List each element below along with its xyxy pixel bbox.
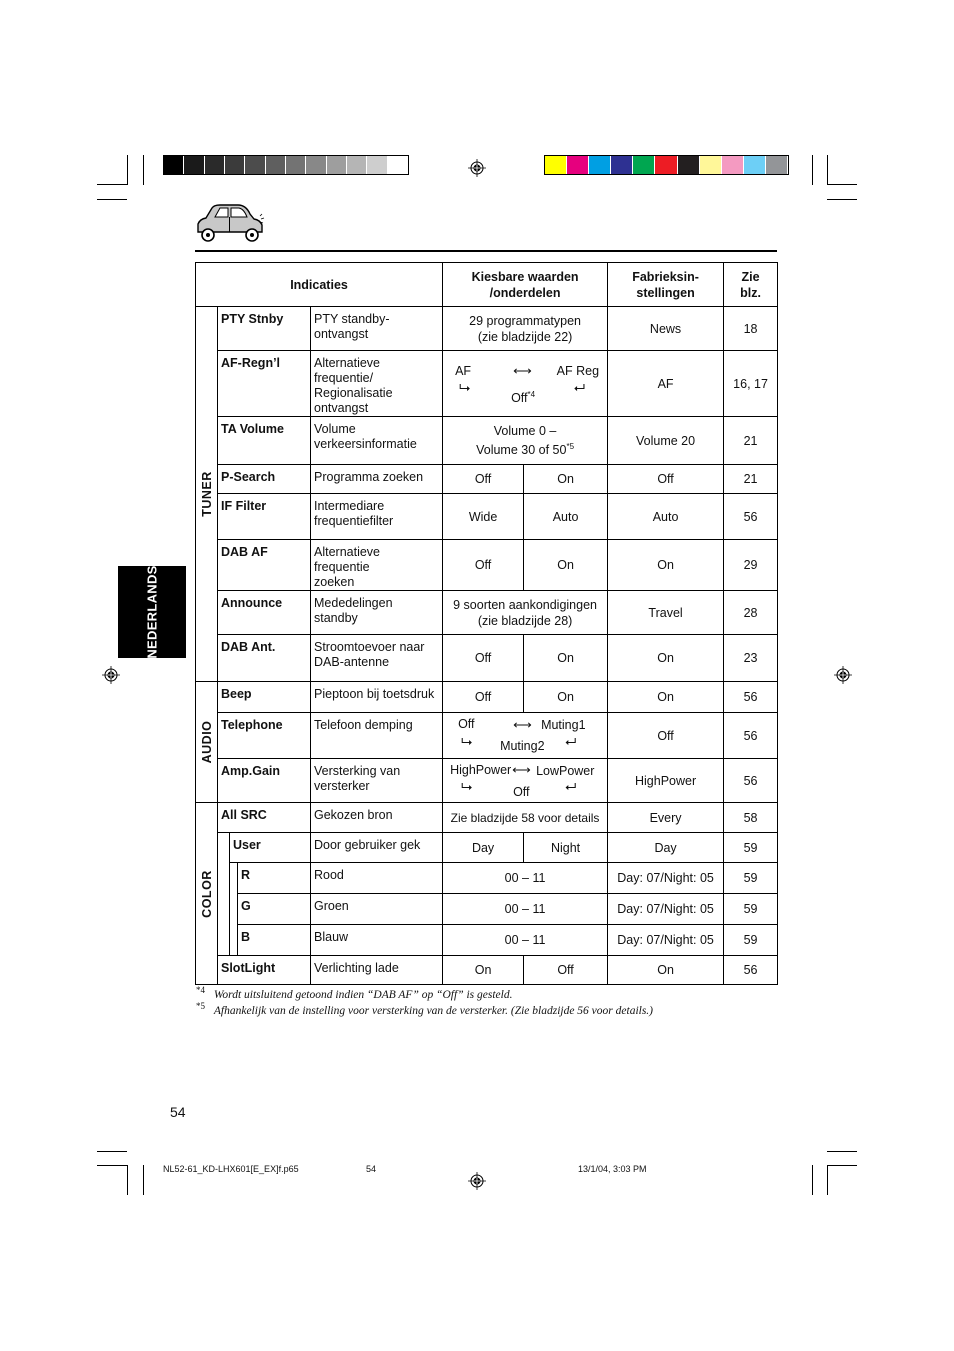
row-option-a: On — [443, 956, 524, 985]
row-option-b: On — [524, 465, 608, 494]
row-page: 28 — [724, 591, 778, 635]
option-label: Off — [458, 716, 475, 731]
table-row — [196, 803, 778, 833]
table-row — [196, 759, 778, 803]
row-values: Zie bladzijde 58 voor details — [443, 803, 608, 833]
row-page: 59 — [724, 925, 778, 956]
row-name: Amp.Gain — [218, 759, 311, 803]
color-swatch — [347, 156, 367, 174]
table-row — [196, 635, 778, 682]
color-swatch — [567, 156, 589, 174]
car-icon — [194, 202, 266, 244]
double-arrow-icon: ⟷ — [512, 761, 531, 777]
row-page: 59 — [724, 833, 778, 863]
color-swatch — [611, 156, 633, 174]
registration-mark-icon — [834, 666, 852, 684]
row-page: 18 — [724, 307, 778, 351]
section-audio: AUDIO — [196, 682, 218, 803]
row-name: Announce — [218, 591, 311, 635]
table-header-row — [196, 263, 778, 307]
header-kiesbare: Kiesbare waarden /onderdelen — [443, 263, 608, 307]
row-default: Auto — [608, 494, 724, 540]
row-page: 58 — [724, 803, 778, 833]
return-arrow-icon: ⮠ — [565, 732, 577, 749]
row-values: 00 – 11 — [443, 863, 608, 894]
row-default: Off — [608, 713, 724, 759]
row-default: On — [608, 682, 724, 713]
row-name: R — [238, 863, 311, 894]
row-option-b: Auto — [524, 494, 608, 540]
row-name: AF-Regn’l — [218, 351, 311, 417]
registration-mark-icon — [468, 1172, 486, 1190]
row-option-a: Off — [443, 465, 524, 494]
table-row — [196, 925, 778, 956]
option-label: AF — [455, 363, 472, 378]
row-name: SlotLight — [218, 956, 311, 985]
color-bar — [544, 155, 789, 175]
row-values-cycle — [443, 351, 608, 417]
row-default: Day: 07/Night: 05 — [608, 894, 724, 925]
color-swatch — [545, 156, 567, 174]
row-values-cycle — [443, 713, 608, 759]
color-swatch — [286, 156, 306, 174]
row-option-b: On — [524, 540, 608, 591]
row-values: Volume 0 – Volume 30 of 50$^{*5}$ — [443, 417, 608, 465]
row-option-b: On — [524, 635, 608, 682]
row-page: 59 — [724, 894, 778, 925]
table-row — [196, 713, 778, 759]
header-indicaties: Indicaties — [196, 263, 443, 307]
option-label: Muting2 — [500, 738, 545, 753]
color-swatch — [744, 156, 766, 174]
row-page: 21 — [724, 417, 778, 465]
page-number: 54 — [170, 1104, 186, 1120]
registration-mark-icon — [468, 159, 486, 177]
row-name: DAB Ant. — [218, 635, 311, 682]
color-swatch — [655, 156, 677, 174]
row-option-a: Off — [443, 682, 524, 713]
option-label: AF Reg — [556, 363, 600, 378]
row-desc: Door gebruiker gek — [311, 833, 443, 863]
table-row — [196, 956, 778, 985]
row-default: Volume 20 — [608, 417, 724, 465]
row-desc: Gekozen bron — [311, 803, 443, 833]
row-default: On — [608, 956, 724, 985]
row-default: AF — [608, 351, 724, 417]
row-option-a: Wide — [443, 494, 524, 540]
gray-scale-bar — [163, 155, 409, 175]
row-page: 21 — [724, 465, 778, 494]
row-option-b: On — [524, 682, 608, 713]
indent-spacer — [218, 833, 230, 956]
color-swatch — [205, 156, 225, 174]
row-desc: PTY standby- ontvangst — [311, 307, 443, 351]
color-swatch — [184, 156, 204, 174]
settings-table — [195, 262, 778, 985]
row-values: 00 – 11 — [443, 894, 608, 925]
row-values-cycle — [443, 759, 608, 803]
row-desc: Rood — [311, 863, 443, 894]
color-swatch — [266, 156, 286, 174]
language-tab-label: NEDERLANDS — [144, 565, 160, 659]
row-page: 56 — [724, 494, 778, 540]
color-swatch — [225, 156, 245, 174]
row-name: P-Search — [218, 465, 311, 494]
section-tuner: TUNER — [196, 307, 218, 682]
row-name: B — [238, 925, 311, 956]
table-row — [196, 465, 778, 494]
row-default: HighPower — [608, 759, 724, 803]
row-page: 29 — [724, 540, 778, 591]
row-option-a: Off — [443, 540, 524, 591]
row-default: On — [608, 540, 724, 591]
row-desc: Volume verkeersinformatie — [311, 417, 443, 465]
color-swatch — [766, 156, 788, 174]
row-name: Telephone — [218, 713, 311, 759]
color-swatch — [245, 156, 265, 174]
table-row — [196, 540, 778, 591]
option-label: Muting1 — [541, 717, 586, 732]
row-desc: Blauw — [311, 925, 443, 956]
row-name: IF Filter — [218, 494, 311, 540]
row-desc: Alternatieve frequentie zoeken — [311, 540, 443, 591]
registration-mark-icon — [102, 666, 120, 684]
table-row — [196, 494, 778, 540]
row-desc: Mededelingen standby — [311, 591, 443, 635]
table-row — [196, 417, 778, 465]
row-name: User — [230, 833, 311, 863]
table-row — [196, 351, 778, 417]
row-default: Day: 07/Night: 05 — [608, 925, 724, 956]
row-desc: Pieptoon bij toetsdruk — [311, 682, 443, 713]
return-arrow-icon: ⮠ — [565, 777, 577, 794]
row-option-a: Day — [443, 833, 524, 863]
row-name: Beep — [218, 682, 311, 713]
row-option-a: Off — [443, 635, 524, 682]
row-values: 00 – 11 — [443, 925, 608, 956]
table-row — [196, 894, 778, 925]
double-arrow-icon: ⟷ — [513, 716, 532, 732]
row-default: Off — [608, 465, 724, 494]
table-row — [196, 682, 778, 713]
option-label: HighPower — [450, 762, 512, 777]
color-swatch — [388, 156, 408, 174]
row-name: PTY Stnby — [218, 307, 311, 351]
footer-file: NL52-61_KD-LHX601[E_EX]f.p65 — [163, 1164, 299, 1174]
footnote-5: $^{*5}$ Afhankelijk van de instelling voor versterking van de versterker. (Zie bladzijde 56 voor details.) — [196, 1001, 654, 1017]
row-option-b: Night — [524, 833, 608, 863]
footer-date: 13/1/04, 3:03 PM — [578, 1164, 647, 1174]
row-page: 23 — [724, 635, 778, 682]
row-default: Day — [608, 833, 724, 863]
section-color: COLOR — [196, 803, 218, 985]
row-desc: Intermediare frequentiefilter — [311, 494, 443, 540]
header-rule — [195, 250, 777, 252]
row-page: 56 — [724, 759, 778, 803]
row-option-b: Off — [524, 956, 608, 985]
row-desc: Groen — [311, 894, 443, 925]
row-default: Day: 07/Night: 05 — [608, 863, 724, 894]
row-values: 9 soorten aankondigingen (zie bladzijde 28) — [443, 591, 608, 635]
row-name: G — [238, 894, 311, 925]
footnote-4: $^{*4}$ Wordt uitsluitend getoond indien “DAB AF” op “Off” is gesteld. — [196, 985, 513, 1001]
row-default: Travel — [608, 591, 724, 635]
option-label: LowPower — [536, 763, 595, 778]
option-label: Off$^{*4}$ — [511, 389, 536, 405]
table-row — [196, 863, 778, 894]
header-zie: Zie blz. — [724, 263, 778, 307]
footer-page: 54 — [366, 1164, 377, 1174]
row-default: On — [608, 635, 724, 682]
row-page: 56 — [724, 713, 778, 759]
row-default: Every — [608, 803, 724, 833]
return-arrow-icon: ⮡ — [461, 732, 473, 749]
return-arrow-icon: ⮠ — [573, 378, 586, 395]
indent-spacer — [230, 863, 238, 956]
row-desc: Programma zoeken — [311, 465, 443, 494]
return-arrow-icon: ⮡ — [461, 777, 473, 794]
row-values: 29 programmatypen (zie bladzijde 22) — [443, 307, 608, 351]
color-swatch — [327, 156, 347, 174]
color-swatch — [164, 156, 184, 174]
header-fabrieks: Fabrieksin- stellingen — [608, 263, 724, 307]
row-name: All SRC — [218, 803, 311, 833]
row-name: TA Volume — [218, 417, 311, 465]
color-swatch — [589, 156, 611, 174]
row-page: 56 — [724, 682, 778, 713]
row-page: 16, 17 — [724, 351, 778, 417]
color-swatch — [700, 156, 722, 174]
color-swatch — [678, 156, 700, 174]
row-desc: Telefoon demping — [311, 713, 443, 759]
row-desc: Alternatieve frequentie/ Regionalisatie ontvangst — [311, 351, 443, 417]
color-swatch — [306, 156, 326, 174]
color-swatch — [633, 156, 655, 174]
row-desc: Versterking van versterker — [311, 759, 443, 803]
table-row — [196, 591, 778, 635]
language-tab — [118, 566, 186, 658]
row-default: News — [608, 307, 724, 351]
table-row — [196, 833, 778, 863]
row-name: DAB AF — [218, 540, 311, 591]
color-swatch — [722, 156, 744, 174]
row-desc: Stroomtoevoer naar DAB-antenne — [311, 635, 443, 682]
return-arrow-icon: ⮡ — [459, 378, 471, 395]
row-desc: Verlichting lade — [311, 956, 443, 985]
table-row — [196, 307, 778, 351]
option-label: Off — [513, 784, 530, 799]
double-arrow-icon: ⟷ — [513, 362, 532, 378]
row-page: 59 — [724, 863, 778, 894]
row-page: 56 — [724, 956, 778, 985]
color-swatch — [367, 156, 387, 174]
